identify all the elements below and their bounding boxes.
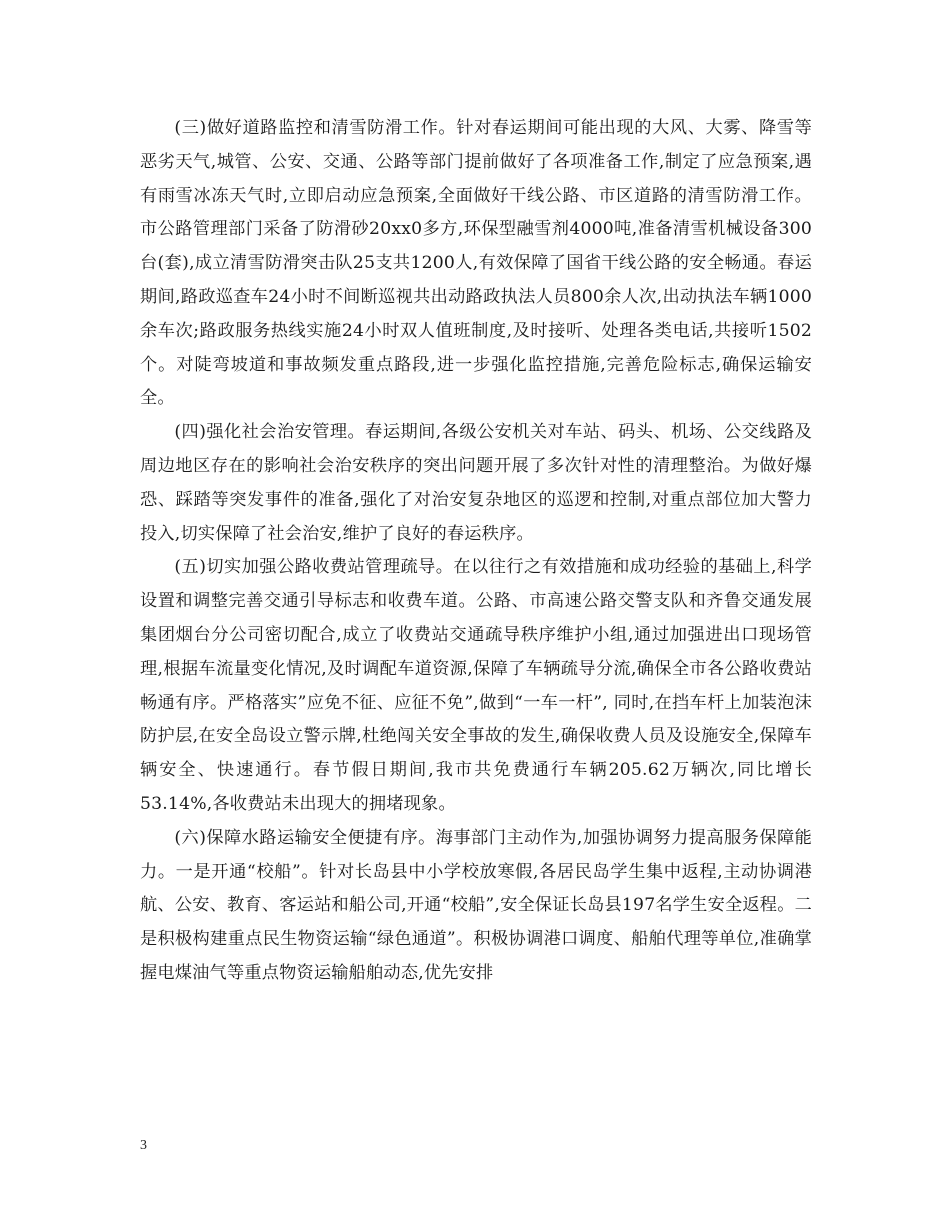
paragraph-road-monitoring: (三)做好道路监控和清雪防滑工作。针对春运期间可能出现的大风、大雾、降雪等恶劣天气,城管、公安、交通、公路等部门提前做好了各项准备工作,制定了应急预案,遇有雨雪冰冻天气时,立即启动应急预案,全面做好干线公路、市区道路的清雪防滑工作。市公路管理部门采备了防滑砂20xx0多方,环保型融雪剂4000吨,准备清雪机械设备300台(套),成立清雪防滑突击队25支共1200人,有效保障了国省干线公路的安全畅通。春运期间,路政巡查车24小时不间断巡视共出动路政执法人员800余人次,出动执法车辆1000余车次;路政服务热线实施24小时双人值班制度,及时接听、处理各类电话,共接听1502个。对陡弯坡道和事故频发重点路段,进一步强化监控措施,完善危险标志,确保运输安全。: [140, 118, 812, 409]
paragraph-toll-station: (五)切实加强公路收费站管理疏导。在以往行之有效措施和成功经验的基础上,科学设置和调整完善交通引导标志和收费车道。公路、市高速公路交警支队和齐鲁交通发展集团烟台分公司密切配合,成立了收费站交通疏导秩序维护小组,通过加强进出口现场管理,根据车流量变化情况,及时调配车道资源,保障了车辆疏导分流,确保全市各公路收费站畅通有序。严格落实”应免不征、应征不免”,做到“一车一杆”, 同时,在挡车杆上加装泡沫防护层,在安全岛设立警示牌,杜绝闯关安全事故的发生,确保收费人员及设施安全,保障车辆安全、快速通行。春节假日期间,我市共免费通行车辆205.62万辆次,同比增长53.14%,各收费站未出现大的拥堵现象。: [140, 557, 812, 814]
paragraph-waterway-transport: (六)保障水路运输安全便捷有序。海事部门主动作为,加强协调努力提高服务保障能力。一是开通“校船”。针对长岛县中小学校放寒假,各居民岛学生集中返程,主动协调港航、公安、教育、客运站和船公司,开通“校船”,安全保证长岛县197名学生安全返程。二是积极构建重点民生物资运输“绿色通道”。积极协调港口调度、船舶代理等单位,准确掌握电煤油气等重点物资运输船舶动态,优先安排: [140, 827, 812, 983]
page-number: 3: [140, 1138, 147, 1153]
paragraph-public-security: (四)强化社会治安管理。春运期间,各级公安机关对车站、码头、机场、公交线路及周边地区存在的影响社会治安秩序的突出问题开展了多次针对性的清理整治。为做好爆恐、踩踏等突发事件的准备,强化了对治安复杂地区的巡逻和控制,对重点部位加大警力投入,切实保障了社会治安,维护了良好的春运秩序。: [140, 422, 812, 544]
document-body: [140, 112, 812, 991]
